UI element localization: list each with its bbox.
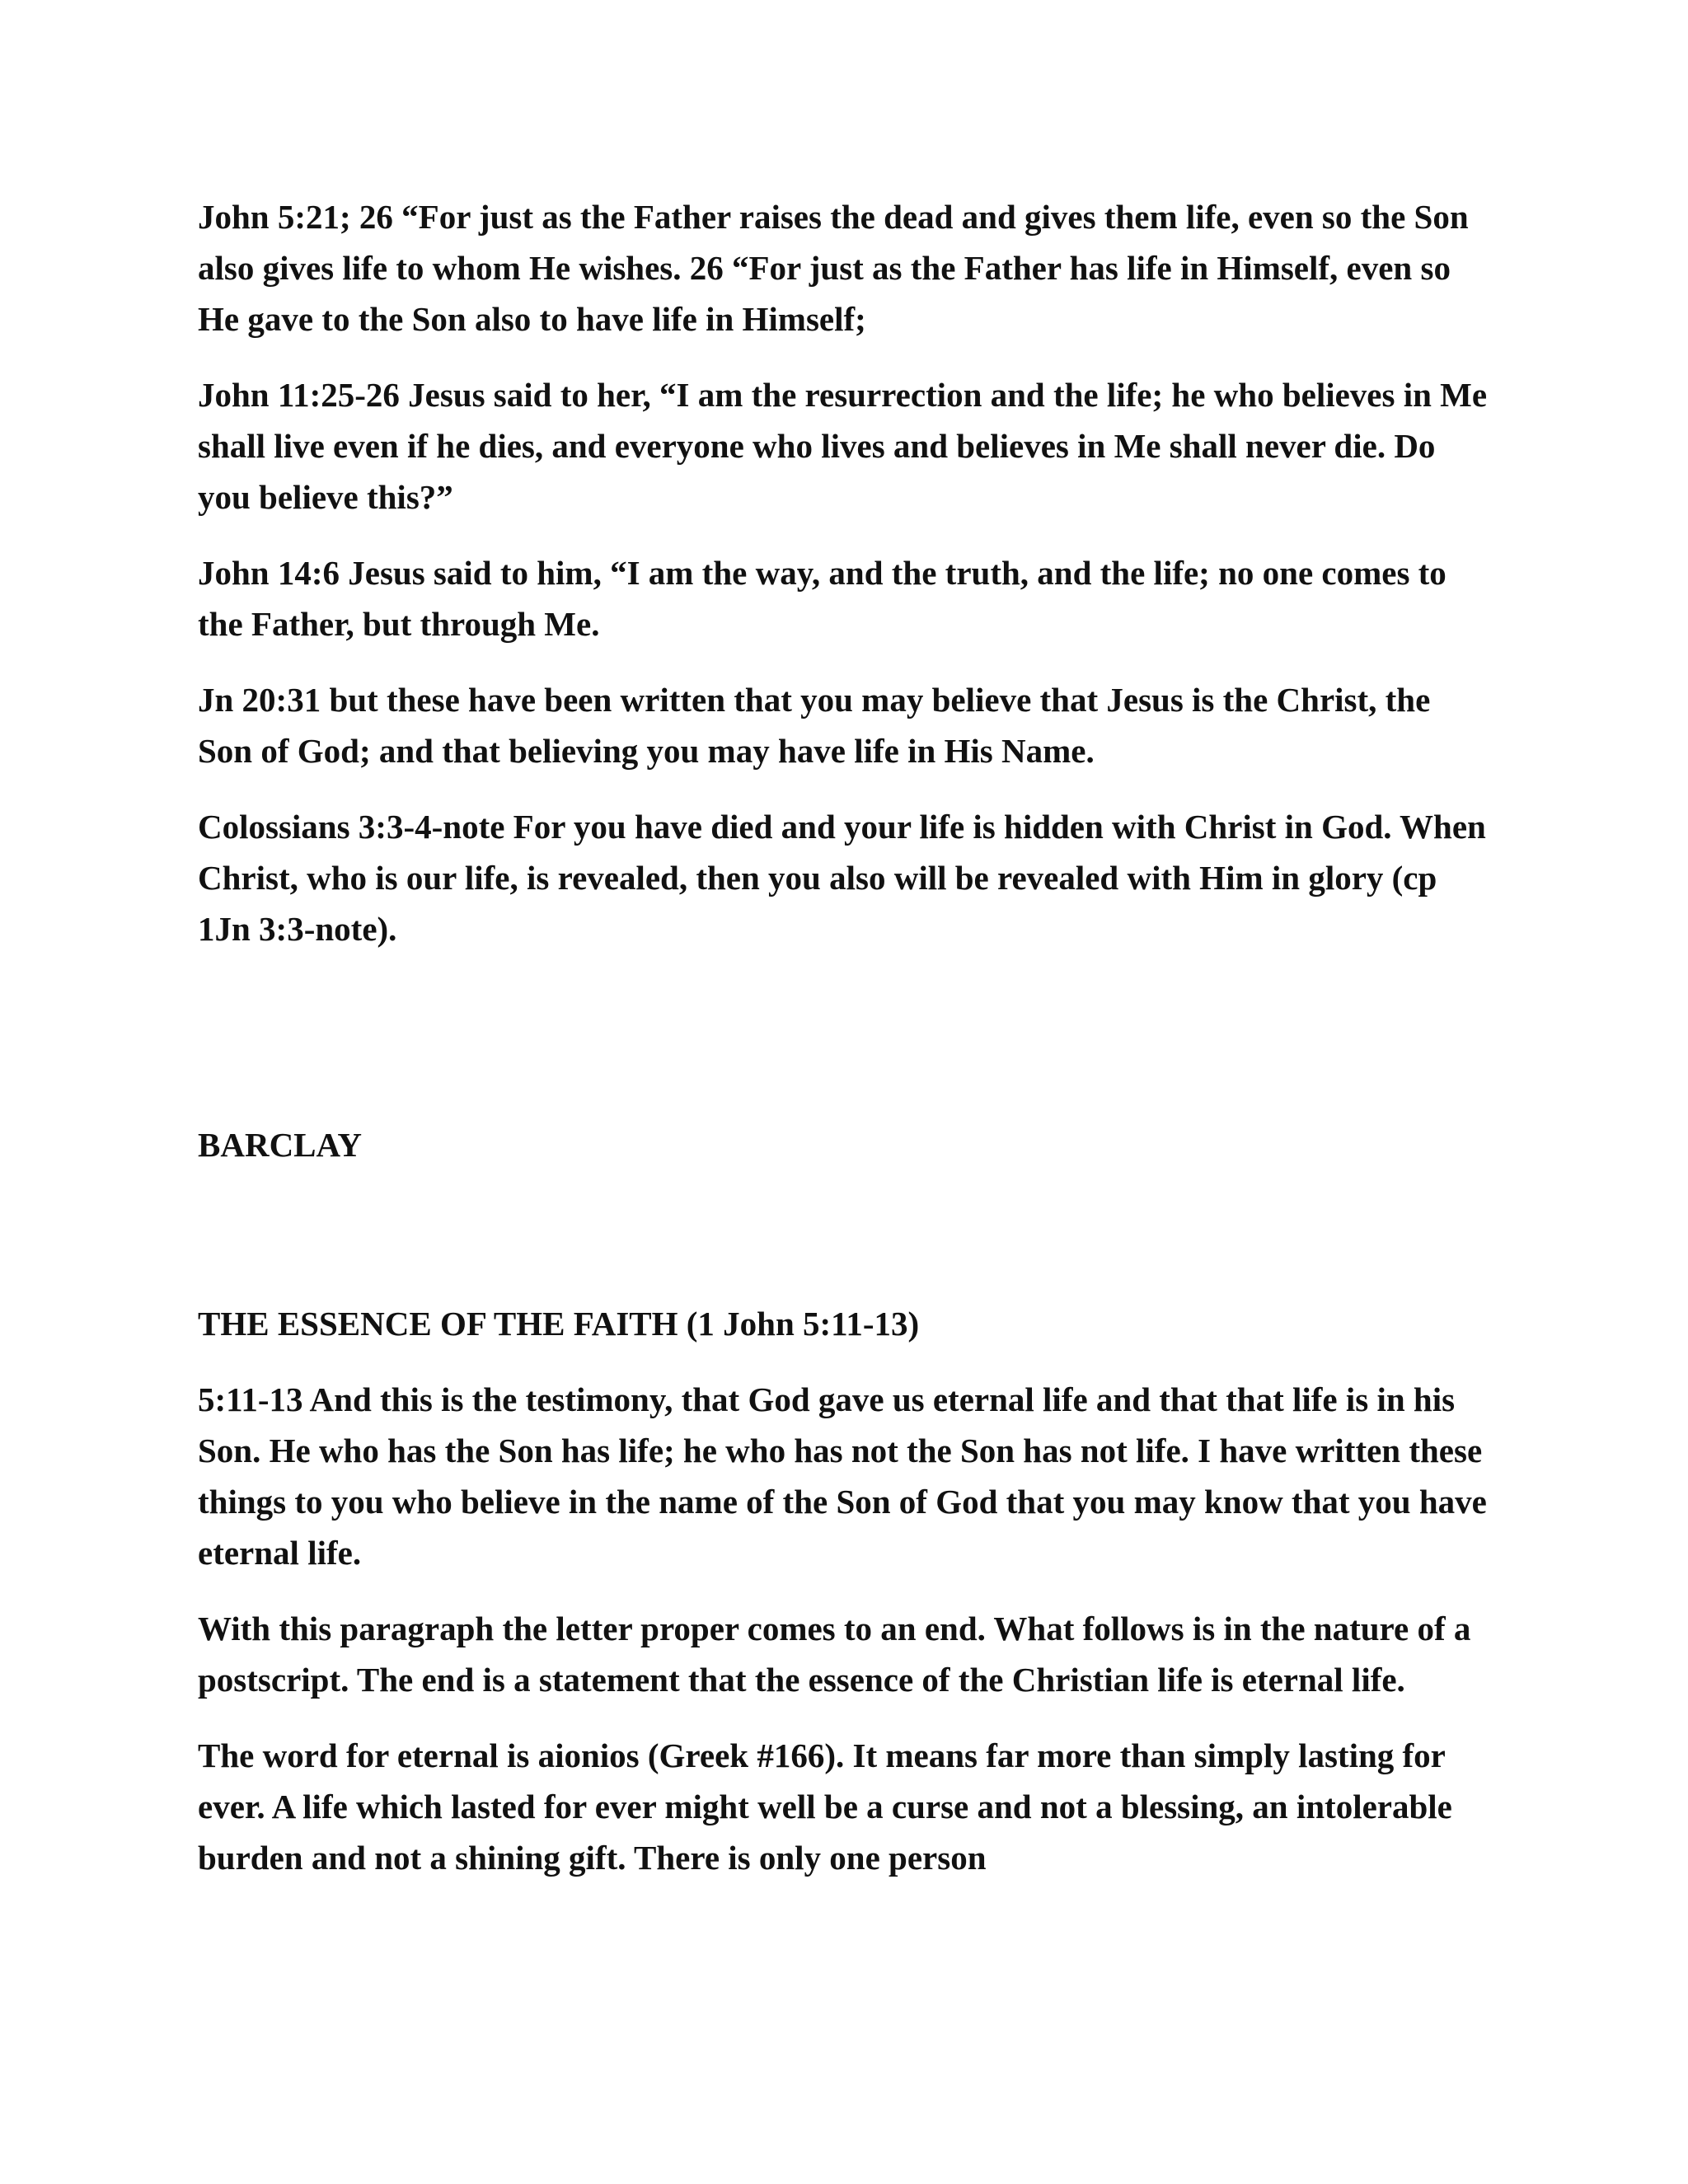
paragraph-colossians-3-3: Colossians 3:3-4-note For you have died and your life is hidden with Christ in God. When Christ, who is our life, is revealed, then you also will be revealed with Him in glory (cp 1Jn 3:3-note).	[198, 808, 1486, 948]
author-heading: BARCLAY	[198, 1126, 362, 1164]
document-body	[198, 191, 1492, 1908]
spacer	[198, 979, 1492, 1119]
paragraph-letter-end: With this paragraph the letter proper comes to an end. What follows is in the nature of a postscript. The end is a statement that the essence of the Christian life is eternal life.	[198, 1610, 1471, 1699]
paragraph-john-20-31: Jn 20:31 but these have been written that you may believe that Jesus is the Christ, the Son of God; and that believing you may have life in His Name.	[198, 681, 1431, 770]
paragraph-john-14-6: John 14:6 Jesus said to him, “I am the way, and the truth, and the life; no one comes to the Father, but through Me.	[198, 554, 1447, 643]
paragraph-aionios: The word for eternal is aionios (Greek #166). It means far more than simply lasting for ever. A life which lasted for ever might well be a curse and not a blessing, an intolerable burden and not a shining gift. There is only one person	[198, 1736, 1452, 1877]
paragraph-1-john-5-11: 5:11-13 And this is the testimony, that God gave us eternal life and that that life is in his Son. He who has the Son has life; he who has not the Son has not life. I have written these things to you who believe in the name of the Son of God that you may know that you have eternal life.	[198, 1380, 1487, 1572]
section-heading: THE ESSENCE OF THE FAITH (1 John 5:11-13)	[198, 1305, 920, 1343]
paragraph-john-5-21: John 5:21; 26 “For just as the Father raises the dead and gives them life, even so the Son also gives life to whom He wishes. 26 “For just as the Father has life in Himself, even so He gave to the Son also to have life in Himself;	[198, 198, 1469, 338]
spacer	[198, 1195, 1492, 1298]
paragraph-john-11-25: John 11:25-26 Jesus said to her, “I am the resurrection and the life; he who believes in Me shall live even if he dies, and everyone who lives and believes in Me shall never die. Do you believe this?”	[198, 376, 1488, 516]
